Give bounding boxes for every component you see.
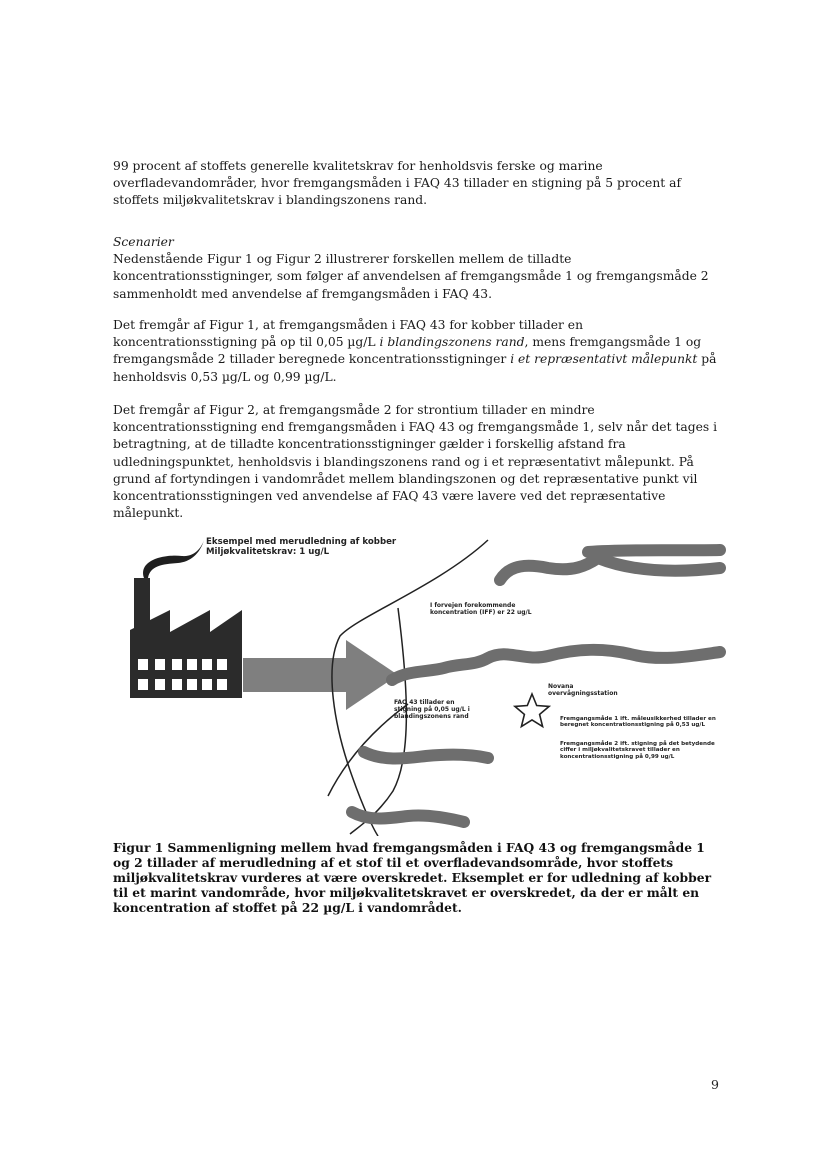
label-method1-line1: Fremgangsmåde 1 ift. måleusikkerhed tillader en (560, 716, 716, 722)
paragraph-intro-text: 99 procent af stoffets generelle kvalitetskrav for henholdsvis ferske og marine overfladevandområder, hvor fremgangsmåden i FAQ 43 tillader en stigning på 5 procent af stoffets miljøkvalitetskrav i blandingszonens rand. (113, 159, 681, 208)
label-method1-line2: beregnet koncentrationsstigning på 0,53 ug/L (560, 722, 706, 729)
factory-icon (130, 578, 242, 698)
figure-title-line2: Miljøkvalitetskrav: 1 ug/L (206, 546, 330, 557)
paragraph-scenarios (113, 234, 717, 303)
paragraph-intro (113, 158, 717, 210)
p3-part-b: i blandingszonens rand (379, 335, 525, 350)
label-method2-line3: koncentrationsstigning på 0,99 ug/L (560, 753, 675, 760)
paragraph-figure2-text: Det fremgår af Figur 2, at fremgangsmåde 2 for strontium tillader en mindre koncentrationsstigning end fremgangsmåden i FAQ 43 og fremgangsmåde 1, selv når det tages i betragtning, at de tilladte koncentrationsstigninger gælder i forskellig afstand fra udledningspunktet, henholdsvis i blandingszonens rand og i et repræsentativt målepunkt. På grund af fortyndingen i vandområdet mellem blandingszonen og det repræsentative punkt vil koncentrationsstigningen ved anvendelse af FAQ 43 være lavere ved det repræsentative målepunkt. (113, 403, 718, 521)
figure-title-line1: Eksempel med merudledning af kobber (206, 537, 397, 547)
wave-shapes (352, 550, 720, 822)
page-number: 9 (711, 1077, 719, 1092)
p3-part-e: på henholdsvis 0,53 µg/L og 0,99 µg/L. (113, 352, 717, 384)
figure-title (206, 538, 396, 558)
label-method2-line1: Fremgangsmåde 2 ift. stigning på det betydende (560, 741, 715, 747)
arrow-icon (243, 640, 398, 710)
label-station-line1: Novana (548, 683, 574, 690)
label-method-1 (560, 716, 730, 729)
label-faq43 (394, 700, 490, 721)
label-faq43-line2: stigning på 0,05 ug/L i (394, 705, 470, 713)
paragraph-figure2-explanation (113, 402, 717, 522)
p3-part-d: i et repræsentativt målepunkt (510, 352, 698, 367)
figure-1-svg (108, 536, 728, 836)
section-heading-scenarier: Scenarier (113, 235, 174, 249)
label-faq43-line3: blandingszonens rand (394, 712, 469, 720)
label-iff-concentration (430, 603, 532, 617)
p3-part-a: Det fremgår af Figur 1, at fremgangsmåden i FAQ 43 for kobber tillader en koncentrationsstigning på op til 0,05 µg/L (113, 318, 583, 350)
label-method-2 (560, 741, 725, 760)
smoke-icon (143, 540, 204, 578)
paragraph-figure1-explanation (113, 317, 717, 386)
label-iff-line1: I forvejen forekommende (430, 602, 516, 609)
label-method2-line2: ciffer i miljøkvalitetskravet tillader en (560, 747, 680, 754)
paragraph-scenarios-text: Nedenstående Figur 1 og Figur 2 illustrerer forskellen mellem de tilladte koncentrationsstigninger, som følger af anvendelsen af fremgangsmåde 1 og fremgangsmåde 2 sammenholdt med anvendelse af fremgangsmåden i FAQ 43. (113, 252, 709, 301)
p3-part-c: , mens fremgangsmåde 1 og fremgangsmåde 2 tillader beregnede koncentrationsstigninger (113, 335, 702, 367)
star-icon (515, 694, 549, 727)
label-iff-line2: koncentration (IFF) er 22 ug/L (430, 608, 532, 616)
label-monitoring-station (548, 684, 618, 698)
label-station-line2: overvågningsstation (548, 689, 618, 697)
label-faq43-line1: FAQ 43 tillader en (394, 699, 455, 706)
figure-caption: Figur 1 Sammenligning mellem hvad fremgangsmåden i FAQ 43 og fremgangsmåde 1 og 2 tillader af merudledning af et stof til et overfladevandsområde, hvor stoffets miljøkvalitetskrav vurderes at være overskredet. Eksemplet er for udledning af kobber til et marint vandområde, hvor miljøkvalitetskravet er overskredet, da der er målt en koncentration af stoffet på 22 µg/L i vandområdet. (113, 840, 712, 916)
figure-1-diagram (108, 536, 728, 836)
